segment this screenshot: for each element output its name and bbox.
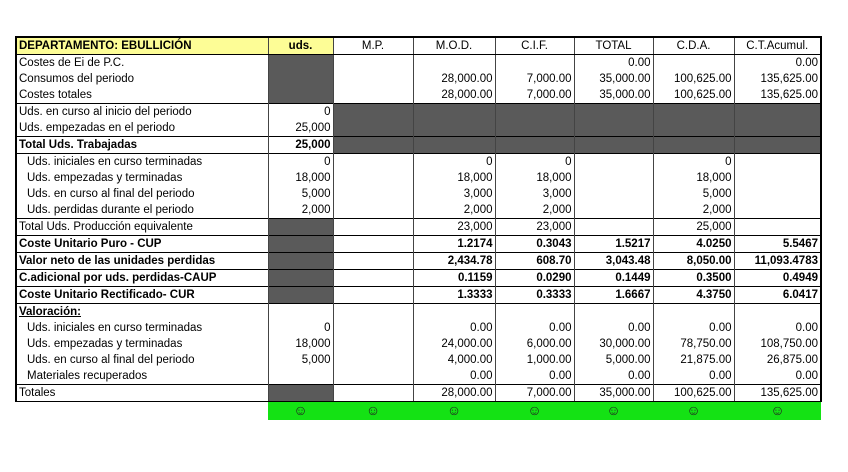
cell-total[interactable]	[574, 170, 653, 186]
cell-cda[interactable]: 0.00	[653, 368, 734, 385]
cell-concept[interactable]: Total Uds. Trabajadas	[16, 137, 268, 154]
cell-ct-acumul[interactable]	[734, 170, 821, 186]
cell-total[interactable]: 35,000.00	[574, 87, 653, 104]
cell-concept[interactable]: Consumos del periodo	[16, 71, 268, 87]
cell-concept[interactable]: C.adicional por uds. perdidas-CAUP	[16, 270, 268, 287]
cell-ct-acumul[interactable]	[734, 186, 821, 202]
cell-cif[interactable]: 0.0290	[495, 270, 574, 287]
cell-ct-acumul[interactable]	[734, 104, 821, 121]
cell-cif[interactable]	[495, 55, 574, 72]
cell-units[interactable]: 0	[268, 154, 333, 171]
cell-mp[interactable]	[333, 320, 413, 336]
cell-mod[interactable]	[413, 137, 495, 154]
cell-cda[interactable]: 4.0250	[653, 236, 734, 253]
header-mp[interactable]: M.P.	[333, 37, 413, 55]
table-row	[16, 154, 821, 171]
smiley-cell	[333, 402, 413, 421]
cell-cda[interactable]	[653, 120, 734, 137]
cell-cda[interactable]: 21,875.00	[653, 352, 734, 368]
table-row	[16, 320, 821, 336]
cell-total[interactable]	[574, 120, 653, 137]
cell-cif[interactable]	[495, 304, 574, 321]
cell-cif[interactable]: 0.00	[495, 368, 574, 385]
table-row	[16, 87, 821, 104]
cell-cif[interactable]: 608.70	[495, 253, 574, 270]
table-row	[16, 104, 821, 121]
header-cif[interactable]: C.I.F.	[495, 37, 574, 55]
smiley-icon: ☺	[770, 402, 785, 418]
cell-ct-acumul[interactable]: 135,625.00	[734, 385, 821, 402]
cell-cif[interactable]: 0.3333	[495, 287, 574, 304]
cell-ct-acumul[interactable]: 0.00	[734, 320, 821, 336]
cell-mod[interactable]	[413, 120, 495, 137]
cell-units[interactable]	[268, 304, 333, 321]
cell-mp[interactable]	[333, 154, 413, 171]
cell-total[interactable]: 5,000.00	[574, 352, 653, 368]
table-row	[16, 219, 821, 236]
cell-concept[interactable]: Valor neto de las unidades perdidas	[16, 253, 268, 270]
cell-units[interactable]: 18,000	[268, 170, 333, 186]
header-units[interactable]: uds.	[268, 37, 333, 55]
cell-ct-acumul[interactable]	[734, 120, 821, 137]
cell-ct-acumul[interactable]	[734, 219, 821, 236]
cell-total[interactable]	[574, 104, 653, 121]
cell-mod[interactable]: 0	[413, 154, 495, 171]
cell-ct-acumul[interactable]: 0.00	[734, 55, 821, 72]
cell-cif[interactable]: 23,000	[495, 219, 574, 236]
cell-cda[interactable]	[653, 137, 734, 154]
cell-total[interactable]: 35,000.00	[574, 71, 653, 87]
table-row	[16, 352, 821, 368]
cell-ct-acumul[interactable]: 26,875.00	[734, 352, 821, 368]
cell-total[interactable]: 3,043.48	[574, 253, 653, 270]
cell-mod[interactable]	[413, 304, 495, 321]
table-row	[16, 236, 821, 253]
cell-total[interactable]: 0.00	[574, 320, 653, 336]
cell-mod[interactable]: 1.2174	[413, 236, 495, 253]
cell-total[interactable]	[574, 202, 653, 219]
cell-mod[interactable]: 3,000	[413, 186, 495, 202]
cell-cda[interactable]: 100,625.00	[653, 71, 734, 87]
cell-cda[interactable]	[653, 304, 734, 321]
cell-ct-acumul[interactable]: 135,625.00	[734, 87, 821, 104]
table-row	[16, 385, 821, 402]
cell-units[interactable]: 25,000	[268, 137, 333, 154]
cell-cda[interactable]: 8,050.00	[653, 253, 734, 270]
cell-cif[interactable]	[495, 104, 574, 121]
cell-mod[interactable]: 2,000	[413, 202, 495, 219]
cell-concept[interactable]: Uds. en curso al inicio del periodo	[16, 104, 268, 121]
cell-concept[interactable]: Uds. en curso al final del periodo	[16, 186, 268, 202]
cell-cif[interactable]: 7,000.00	[495, 385, 574, 402]
cell-cda[interactable]	[653, 104, 734, 121]
cell-ct-acumul[interactable]	[734, 304, 821, 321]
table-row	[16, 287, 821, 304]
cell-cif[interactable]: 7,000.00	[495, 71, 574, 87]
cell-ct-acumul[interactable]: 11,093.4783	[734, 253, 821, 270]
table-row	[16, 304, 821, 321]
table-row	[16, 270, 821, 287]
cell-cda[interactable]: 5,000	[653, 186, 734, 202]
table-row	[16, 336, 821, 352]
cell-mp[interactable]	[333, 253, 413, 270]
cell-mod[interactable]: 1.3333	[413, 287, 495, 304]
cell-cif[interactable]	[495, 120, 574, 137]
cell-ct-acumul[interactable]: 0.00	[734, 368, 821, 385]
cell-mod[interactable]: 2,434.78	[413, 253, 495, 270]
cell-cda[interactable]: 0	[653, 154, 734, 171]
cell-units[interactable]	[268, 287, 333, 304]
cell-units[interactable]: 0	[268, 104, 333, 121]
cell-total[interactable]: 0.1449	[574, 270, 653, 287]
cell-total[interactable]	[574, 219, 653, 236]
cell-cif[interactable]: 2,000	[495, 202, 574, 219]
cell-units[interactable]	[268, 219, 333, 236]
table-row	[16, 137, 821, 154]
cell-mp[interactable]	[333, 219, 413, 236]
cell-cif[interactable]: 3,000	[495, 186, 574, 202]
cell-total[interactable]	[574, 137, 653, 154]
cell-units[interactable]	[268, 385, 333, 402]
cell-mp[interactable]	[333, 170, 413, 186]
cell-total[interactable]	[574, 304, 653, 321]
cell-concept[interactable]: Uds. en curso al final del periodo	[16, 352, 268, 368]
cell-cda[interactable]: 0.00	[653, 320, 734, 336]
cell-mod[interactable]: 23,000	[413, 219, 495, 236]
cell-concept[interactable]: Valoración:	[16, 304, 268, 321]
table-row	[16, 120, 821, 137]
cell-cda[interactable]: 25,000	[653, 219, 734, 236]
table-row	[16, 253, 821, 270]
table-row	[16, 202, 821, 219]
cell-units[interactable]	[268, 87, 333, 104]
smiley-cell	[653, 402, 734, 421]
smiley-row	[16, 402, 821, 421]
cell-mod[interactable]: 4,000.00	[413, 352, 495, 368]
cell-cda[interactable]: 2,000	[653, 202, 734, 219]
cell-mp[interactable]	[333, 368, 413, 385]
smiley-cell	[413, 402, 495, 421]
cell-mp[interactable]	[333, 120, 413, 137]
cell-concept[interactable]: Uds. iniciales en curso terminadas	[16, 320, 268, 336]
cell-total[interactable]: 35,000.00	[574, 385, 653, 402]
cell-mp[interactable]	[333, 352, 413, 368]
header-row	[16, 37, 821, 55]
cell-concept[interactable]: Costes totales	[16, 87, 268, 104]
cell-concept[interactable]: Totales	[16, 385, 268, 402]
cell-mp[interactable]	[333, 137, 413, 154]
header-mod[interactable]: M.O.D.	[413, 37, 495, 55]
cell-mod[interactable]: 28,000.00	[413, 87, 495, 104]
table-row	[16, 170, 821, 186]
spreadsheet	[15, 36, 822, 420]
cell-mp[interactable]	[333, 236, 413, 253]
cell-concept[interactable]: Total Uds. Producción equivalente	[16, 219, 268, 236]
smiley-cell	[734, 402, 821, 421]
smiley-cell	[268, 402, 333, 421]
cell-units[interactable]	[268, 55, 333, 72]
cell-cif[interactable]	[495, 137, 574, 154]
cell-total[interactable]: 1.6667	[574, 287, 653, 304]
cell-concept[interactable]: Uds. empezadas y terminadas	[16, 336, 268, 352]
smiley-icon: ☺	[293, 402, 308, 418]
cell-total[interactable]: 0.00	[574, 55, 653, 72]
cell-cif[interactable]: 18,000	[495, 170, 574, 186]
cell-ct-acumul[interactable]: 108,750.00	[734, 336, 821, 352]
cell-units[interactable]: 25,000	[268, 120, 333, 137]
cell-units[interactable]: 0	[268, 320, 333, 336]
cell-ct-acumul[interactable]: 6.0417	[734, 287, 821, 304]
cell-cif[interactable]: 6,000.00	[495, 336, 574, 352]
smiley-icon: ☺	[527, 402, 542, 418]
header-cda[interactable]: C.D.A.	[653, 37, 734, 55]
cell-mod[interactable]: 28,000.00	[413, 385, 495, 402]
cell-total[interactable]: 30,000.00	[574, 336, 653, 352]
cell-mod[interactable]: 24,000.00	[413, 336, 495, 352]
cell-concept[interactable]: Coste Unitario Puro - CUP	[16, 236, 268, 253]
smiley-icon: ☺	[365, 402, 381, 418]
cell-concept[interactable]: Uds. empezadas y terminadas	[16, 170, 268, 186]
table-row	[16, 368, 821, 385]
smiley-cell	[495, 402, 574, 421]
cell-concept[interactable]: Uds. iniciales en curso terminadas	[16, 154, 268, 171]
cell-units[interactable]	[268, 270, 333, 287]
header-concept[interactable]: DEPARTAMENTO: EBULLICIÓN	[16, 37, 268, 55]
cell-ct-acumul[interactable]: 135,625.00	[734, 71, 821, 87]
cell-mp[interactable]	[333, 71, 413, 87]
cell-units[interactable]	[268, 236, 333, 253]
header-total[interactable]: TOTAL	[574, 37, 653, 55]
cell-ct-acumul[interactable]	[734, 202, 821, 219]
cell-mod[interactable]: 18,000	[413, 170, 495, 186]
cell-mod[interactable]: 0.00	[413, 368, 495, 385]
cell-mp[interactable]	[333, 186, 413, 202]
cell-total[interactable]: 1.5217	[574, 236, 653, 253]
smiley-cell	[574, 402, 653, 421]
cell-cda[interactable]: 100,625.00	[653, 385, 734, 402]
cell-units[interactable]: 18,000	[268, 336, 333, 352]
smiley-row-spacer	[16, 402, 268, 421]
cell-cda[interactable]: 0.3500	[653, 270, 734, 287]
table-row	[16, 71, 821, 87]
cell-units[interactable]	[268, 71, 333, 87]
cell-mp[interactable]	[333, 336, 413, 352]
cell-mp[interactable]	[333, 385, 413, 402]
cell-mod[interactable]: 0.00	[413, 320, 495, 336]
cell-cif[interactable]: 7,000.00	[495, 87, 574, 104]
cell-units[interactable]	[268, 368, 333, 385]
smiley-icon: ☺	[686, 402, 701, 418]
cell-cda[interactable]	[653, 55, 734, 72]
cell-ct-acumul[interactable]: 0.4949	[734, 270, 821, 287]
cell-concept[interactable]: Uds. perdidas durante el periodo	[16, 202, 268, 219]
cell-mp[interactable]	[333, 287, 413, 304]
cell-concept[interactable]: Costes de Ei de P.C.	[16, 55, 268, 72]
cell-concept[interactable]: Materiales recuperados	[16, 368, 268, 385]
cell-mp[interactable]	[333, 55, 413, 72]
cell-mod[interactable]: 28,000.00	[413, 71, 495, 87]
table-row	[16, 55, 821, 72]
cell-units[interactable]: 5,000	[268, 186, 333, 202]
cell-mp[interactable]	[333, 304, 413, 321]
cell-concept[interactable]: Coste Unitario Rectificado- CUR	[16, 287, 268, 304]
cell-mod[interactable]: 0.1159	[413, 270, 495, 287]
cell-concept[interactable]: Uds. empezadas en el periodo	[16, 120, 268, 137]
cell-mp[interactable]	[333, 270, 413, 287]
cell-units[interactable]: 5,000	[268, 352, 333, 368]
cell-cif[interactable]: 0.3043	[495, 236, 574, 253]
smiley-icon: ☺	[606, 402, 621, 418]
cell-units[interactable]	[268, 253, 333, 270]
smiley-icon: ☺	[446, 402, 462, 418]
table-row	[16, 186, 821, 202]
cell-cif[interactable]: 0	[495, 154, 574, 171]
cell-units[interactable]: 2,000	[268, 202, 333, 219]
cell-cif[interactable]: 0.00	[495, 320, 574, 336]
cell-cda[interactable]: 78,750.00	[653, 336, 734, 352]
cost-table	[15, 36, 822, 420]
cell-mod[interactable]	[413, 55, 495, 72]
cell-ct-acumul[interactable]	[734, 137, 821, 154]
cell-mp[interactable]	[333, 87, 413, 104]
cell-mod[interactable]	[413, 104, 495, 121]
cell-ct-acumul[interactable]: 5.5467	[734, 236, 821, 253]
cell-mp[interactable]	[333, 202, 413, 219]
cell-total[interactable]	[574, 154, 653, 171]
cell-cif[interactable]: 1,000.00	[495, 352, 574, 368]
cell-total[interactable]: 0.00	[574, 368, 653, 385]
cell-mp[interactable]	[333, 104, 413, 121]
cell-cda[interactable]: 4.3750	[653, 287, 734, 304]
cell-cda[interactable]: 100,625.00	[653, 87, 734, 104]
cell-ct-acumul[interactable]	[734, 154, 821, 171]
cell-cda[interactable]: 18,000	[653, 170, 734, 186]
cell-total[interactable]	[574, 186, 653, 202]
header-ct-acumul[interactable]: C.T.Acumul.	[734, 37, 821, 55]
